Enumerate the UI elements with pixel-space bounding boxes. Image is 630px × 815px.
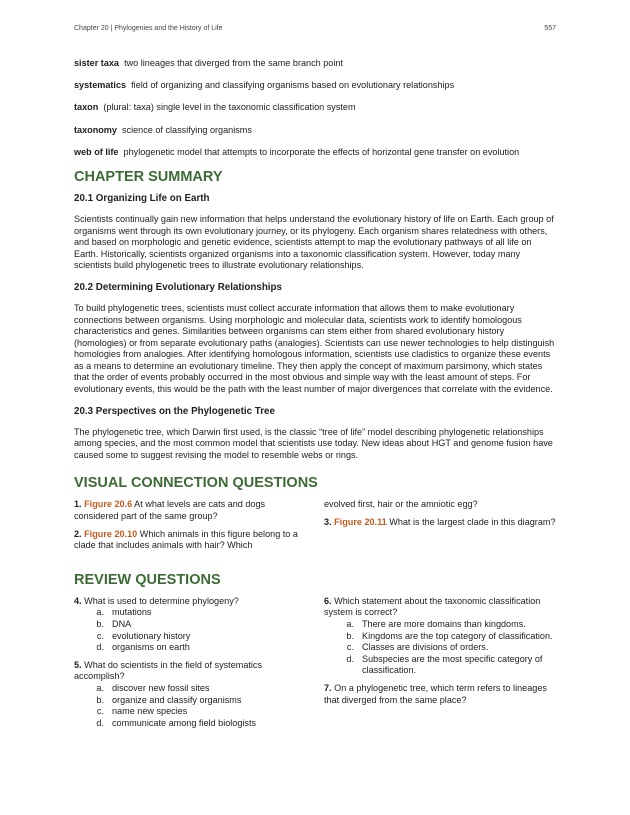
summary-section-text: The phylogenetic tree, which Darwin first used, is the classic “tree of life” model describing phylogenetic relationships among species, and the most common model that scientists use today. New ideas about HGT and genome fusion have caused some to suggest revising the model to resemble webs or rings. — [74, 426, 553, 460]
option-letter: b. — [96, 619, 104, 629]
question-text: At what levels are cats and dogs considered part of the same group? — [74, 499, 266, 522]
glossary-term: taxonomy — [74, 124, 117, 135]
question-number: 5. — [74, 659, 82, 670]
answer-options — [74, 607, 307, 653]
left-column — [74, 499, 307, 557]
summary-section-text: Scientists continually gain new information that helps understand the evolutionary history of life on Earth. Each group of organisms went through its own evolutionary journey, or its phylogeny. Each organism shares relatedness with others, and based on morphologic and genetic evidence, scientists attempt to map the evolutionary pathways of all life on Earth. Historically, scientists organized organisms into a taxonomic classification system. However, today many scientists build phylogenetic trees to illustrate evolutionary relationships. — [74, 213, 554, 271]
question-2 — [74, 529, 307, 552]
glossary-entry — [74, 102, 557, 114]
question-text: Which statement about the taxonomic classification system is correct? — [324, 595, 541, 618]
option-text: There are more domains than kingdoms. — [362, 619, 526, 629]
glossary-entry — [74, 147, 557, 159]
question-number: 1. — [74, 499, 82, 510]
option-letter: a. — [96, 607, 104, 618]
answer-options — [324, 619, 557, 677]
visual-questions-columns — [74, 499, 557, 557]
answer-option — [74, 619, 307, 631]
left-column — [74, 596, 307, 736]
summary-section-heading: 20.1 Organizing Life on Earth — [74, 192, 210, 204]
option-letter: b. — [96, 694, 104, 705]
page-header — [74, 25, 556, 32]
question-text: On a phylogenetic tree, which term refers to lineages that diverged from the same place? — [324, 682, 547, 705]
answer-option — [74, 607, 307, 619]
answer-option — [74, 631, 307, 643]
option-text: Subspecies are the most specific category of classification. — [362, 653, 543, 676]
answer-option — [74, 642, 307, 654]
glossary-term: taxon — [74, 102, 99, 113]
figure-link[interactable]: Figure 20.11 — [334, 517, 387, 528]
review-questions-title: REVIEW QUESTIONS — [74, 571, 221, 588]
chapter-summary-title: CHAPTER SUMMARY — [74, 168, 223, 185]
glossary-entry — [74, 125, 557, 137]
answer-option — [74, 718, 307, 730]
option-text: mutations — [112, 607, 152, 618]
option-text: organisms on earth — [112, 642, 190, 653]
answer-option — [74, 683, 307, 695]
answer-option — [324, 619, 557, 631]
chapter-header: Chapter 20 | Phylogenies and the History of Life — [74, 25, 223, 32]
glossary-definition: phylogenetic model that attempts to incorporate the effects of horizontal gene transfer on evolution — [123, 146, 520, 157]
summary-section-heading: 20.3 Perspectives on the Phylogenetic Tree — [74, 405, 275, 417]
option-letter: a. — [96, 682, 104, 693]
summary-section-heading: 20.2 Determining Evolutionary Relationships — [74, 281, 282, 293]
option-letter: a. — [346, 619, 354, 629]
question-6 — [324, 596, 557, 619]
review-questions-columns — [74, 596, 557, 736]
question-number: 2. — [74, 528, 82, 539]
question-4 — [74, 596, 307, 608]
option-letter: d. — [346, 653, 354, 664]
summary-section-text: To build phylogenetic trees, scientists must collect accurate information that allows them to make evolutionary connections between organisms. Using morphologic and molecular data, scientists work to identify homologous characteristics and genes. Similarities between organisms can stem either from shared evolutionary history (homologies) or from separate evolutionary paths (analogies). Scientists can use newer technologies to help distinguish homologies from analogies. After identifying homologous information, scientists use cladistics to organize these events as a means to determine an evolutionary timeline. They then apply the concept of maximum parsimony, which states that the order of events probably occurred in the most obvious and simple way with the least amount of steps. For evolutionary events, this would be the path with the least number of major divergences that correlate with the evidence. — [74, 302, 555, 395]
glossary-entry — [74, 80, 557, 92]
glossary-term: sister taxa — [74, 58, 119, 68]
option-letter: d. — [96, 717, 104, 728]
figure-link[interactable]: Figure 20.10 — [84, 528, 138, 539]
glossary-definition: (plural: taxa) single level in the taxonomic classification system — [103, 102, 356, 113]
option-letter: b. — [346, 630, 354, 641]
option-text: Kingdoms are the top category of classification. — [362, 630, 553, 641]
question-2-continued: evolved first, hair or the amniotic egg? — [324, 499, 478, 510]
question-text: What is used to determine phylogeny? — [81, 595, 239, 606]
option-letter: c. — [96, 706, 104, 717]
glossary-term: web of life — [74, 146, 119, 157]
option-letter: c. — [346, 642, 354, 653]
question-7 — [324, 683, 557, 706]
option-text: organize and classify organisms — [112, 694, 242, 705]
right-column — [324, 499, 557, 557]
answer-option — [324, 631, 557, 643]
glossary-definition: science of classifying organisms — [122, 124, 252, 135]
answer-option — [74, 695, 307, 707]
option-text: evolutionary history — [112, 630, 191, 641]
right-column — [324, 596, 557, 736]
glossary-definition: field of organizing and classifying organisms based on evolutionary relationships — [131, 80, 455, 91]
answer-option — [74, 706, 307, 718]
question-5 — [74, 660, 307, 683]
question-number: 4. — [74, 595, 82, 606]
question-number: 3. — [324, 517, 332, 528]
answer-option — [324, 654, 557, 677]
answer-option — [324, 642, 557, 654]
question-number: 6. — [324, 595, 332, 606]
question-3 — [324, 517, 557, 529]
option-text: Classes are divisions of orders. — [362, 642, 489, 653]
glossary-definition: two lineages that diverged from the same branch point — [124, 58, 343, 68]
figure-link[interactable]: Figure 20.6 — [84, 499, 133, 510]
page-number: 557 — [544, 25, 556, 32]
answer-options — [74, 683, 307, 729]
page-content — [74, 58, 557, 735]
visual-questions-title: VISUAL CONNECTION QUESTIONS — [74, 475, 318, 492]
question-text: What do scientists in the field of systematics accomplish? — [74, 659, 263, 682]
question-text: What is the largest clade in this diagram? — [386, 517, 556, 528]
option-text: DNA — [112, 619, 132, 629]
option-text: name new species — [112, 706, 188, 717]
question-text: Which animals in this figure belong to a clade that includes animals with hair? Which — [74, 528, 298, 551]
option-text: communicate among field biologists — [112, 717, 257, 728]
question-number: 7. — [324, 682, 332, 693]
glossary-entry — [74, 58, 557, 70]
glossary-term: systematics — [74, 80, 127, 91]
option-text: discover new fossil sites — [112, 682, 210, 693]
option-letter: c. — [96, 630, 104, 641]
question-1 — [74, 499, 307, 522]
option-letter: d. — [96, 642, 104, 653]
